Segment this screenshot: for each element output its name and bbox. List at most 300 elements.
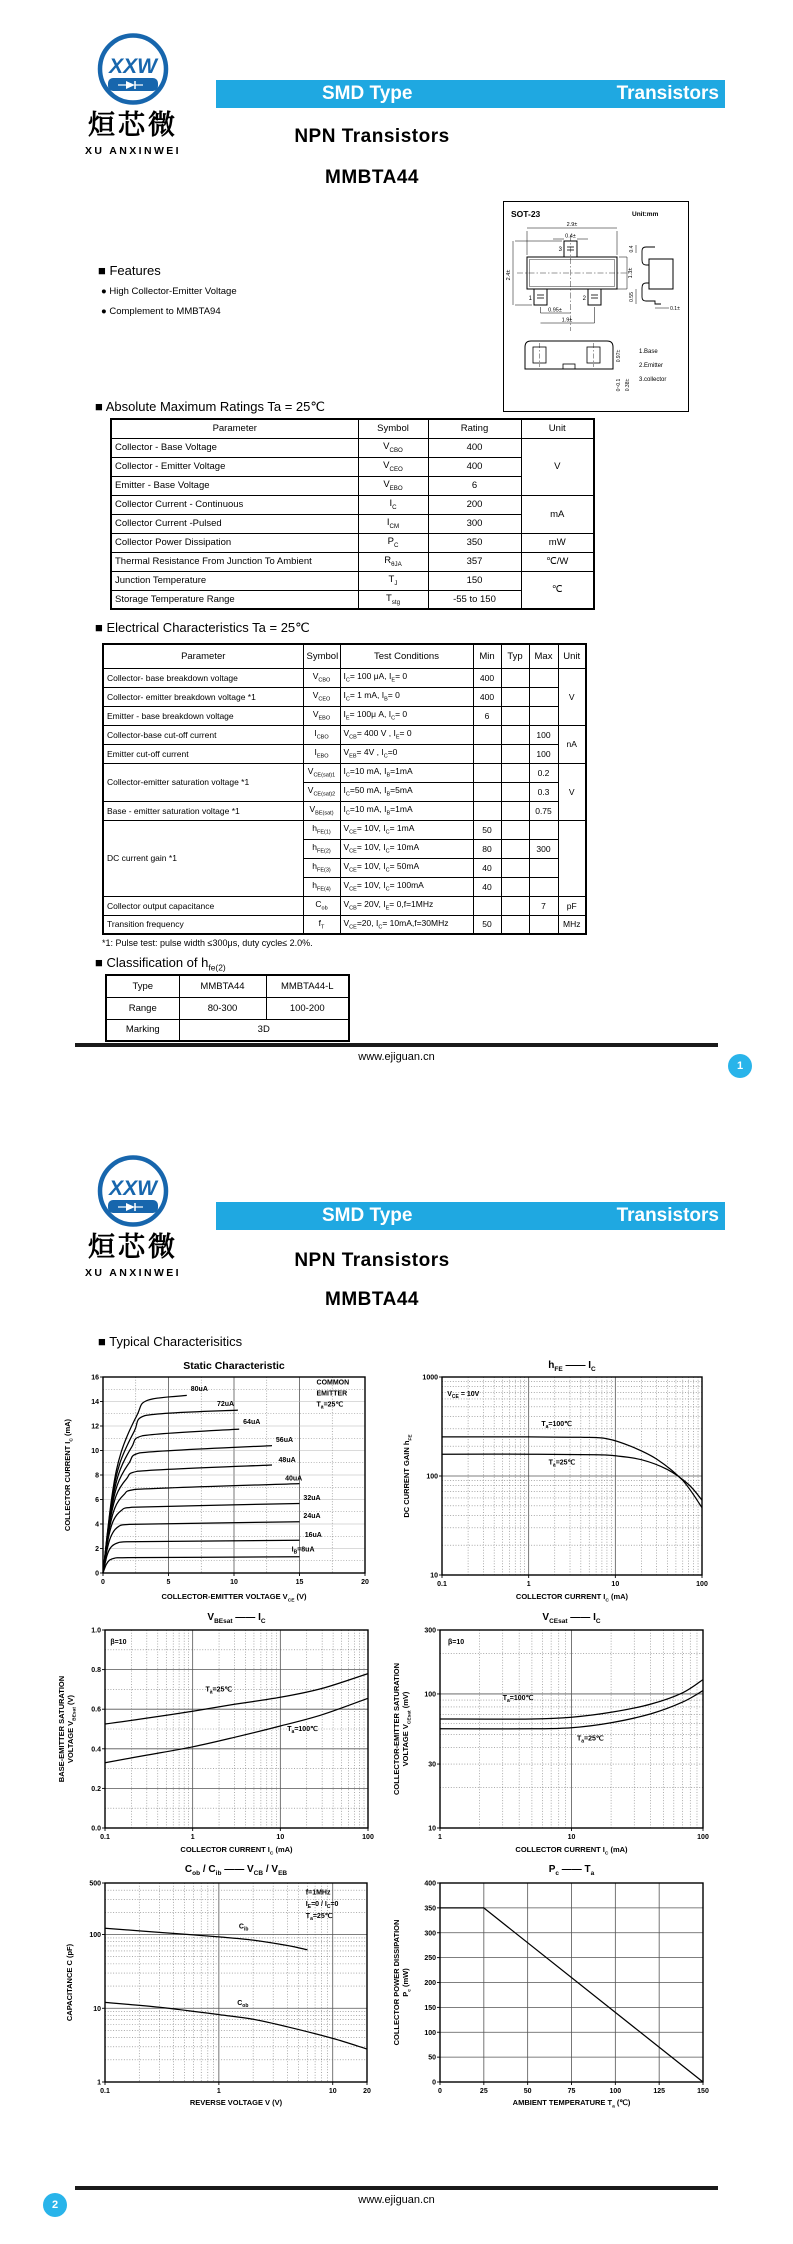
- logo-text: XXW: [109, 1177, 157, 1200]
- column-header: Typ: [501, 644, 529, 668]
- svg-text:Ta=100℃: $T_a=100℃$: [287, 1725, 318, 1735]
- svg-text:0: 0: [432, 2079, 436, 2087]
- svg-text:1: 1: [526, 1581, 531, 1588]
- chart-y-axis-label: COLLECTOR POWER DISSIPATION $P_c$ (mW): [392, 1919, 413, 2046]
- pin1-label: 1: [528, 296, 532, 302]
- pin2-label: 2: [582, 296, 586, 302]
- table-cell: Thermal Resistance From Junction To Ambient: [111, 552, 358, 571]
- table-cell: Emitter cut-off current: [103, 744, 303, 763]
- svg-text:4: 4: [95, 1521, 99, 1529]
- table-cell: $I_C=50$ mA, $I_B=5mA$: [340, 782, 473, 801]
- legend-collector: 3.collector: [639, 377, 667, 383]
- svg-text:100: 100: [89, 1932, 101, 1940]
- table-cell: $h_{FE(2)}$: [303, 839, 340, 858]
- table-cell: $V_{EBO}$: [303, 706, 340, 725]
- header-banner: [216, 80, 725, 108]
- svg-text:80uA: 80uA: [190, 1386, 208, 1394]
- ec-heading: ■ Electrical Characteristics Ta = 25℃: [95, 620, 310, 635]
- banner-right-label: Transistors: [616, 83, 719, 104]
- svg-text:64uA: 64uA: [243, 1419, 261, 1427]
- table-cell: 6: [428, 476, 521, 495]
- column-header: Parameter: [103, 644, 303, 668]
- svg-text:0.1: 0.1: [437, 1581, 447, 1588]
- package-drawing: [503, 201, 689, 412]
- svg-text:1: 1: [190, 1834, 195, 1841]
- svg-text:1: 1: [216, 2088, 221, 2095]
- svg-text:β=10: β=10: [110, 1638, 127, 1646]
- svg-text:200: 200: [424, 1980, 436, 1987]
- footer-url: www.ejiguan.cn: [358, 1051, 435, 1063]
- column-header: Min: [473, 644, 501, 668]
- table-cell: 100: [529, 744, 558, 763]
- table-cell: [529, 877, 558, 896]
- table-cell: [501, 782, 529, 801]
- svg-text:15: 15: [295, 1579, 304, 1586]
- svg-text:10: 10: [567, 1834, 576, 1841]
- vbesat-ic-plot: [79, 1624, 376, 1846]
- table-cell: $I_C$: [358, 495, 428, 514]
- table-cell: Type: [106, 975, 179, 997]
- svg-text:Ta=25℃: $T_a=25℃$: [316, 1401, 344, 1411]
- column-header: Symbol: [303, 644, 340, 668]
- svg-text:10: 10: [91, 1448, 99, 1455]
- svg-text:VCE = 10V: $V_{CE} = 10V$: [447, 1391, 480, 1401]
- footer-rule: [75, 1043, 718, 1047]
- footer-url: www.ejiguan.cn: [358, 2194, 435, 2206]
- table-cell: $I_{EBO}$: [303, 744, 340, 763]
- chart-title: $P_c$ —— $T_a$: [548, 1864, 595, 1877]
- svg-text:Ta=100℃: $T_a=100℃$: [502, 1695, 534, 1705]
- table-cell: [501, 687, 529, 706]
- dim-pin-width: 0.4±: [565, 233, 576, 240]
- doc-part-number: MMBTA44: [325, 167, 419, 188]
- table-cell: Collector - Base Voltage: [111, 438, 358, 457]
- chart-y-axis-label: COLLECTOR CURRENT $I_C$ (mA): [63, 1418, 75, 1532]
- table-cell: [501, 801, 529, 820]
- brand-logo: [96, 33, 170, 105]
- table-cell: ℃: [521, 571, 594, 609]
- svg-text:32uA: 32uA: [303, 1495, 321, 1503]
- table-cell: [558, 820, 586, 896]
- static-characteristic-plot: [77, 1371, 373, 1591]
- table-cell: $V_{CEO}$: [303, 687, 340, 706]
- table-cell: mW: [521, 533, 594, 552]
- svg-text:100: 100: [424, 1691, 436, 1699]
- table-cell: 40: [473, 858, 501, 877]
- dim-bottom-height: 0.97±: [616, 349, 622, 363]
- svg-text:0.0: 0.0: [91, 1825, 101, 1833]
- table-cell: Base - emitter saturation voltage *1: [103, 801, 303, 820]
- table-cell: [529, 858, 558, 877]
- page-number-badge: 1: [728, 1054, 752, 1078]
- table-cell: Storage Temperature Range: [111, 590, 358, 609]
- column-header: Test Conditions: [340, 644, 473, 668]
- table-cell: 50: [473, 915, 501, 934]
- table-cell: [501, 915, 529, 934]
- table-cell: 50: [473, 820, 501, 839]
- chart-title: $C_{ob} / C_{ib}$ —— $V_{CB} / V_{EB}$: [184, 1864, 288, 1877]
- table-cell: $V_{BE(sat)}$: [303, 801, 340, 820]
- table-cell: Marking: [106, 1019, 179, 1041]
- page-number-badge: 2: [43, 2193, 67, 2217]
- table-cell: $V_{CE(sat)1}$: [303, 763, 340, 782]
- table-cell: $C_{ob}$: [303, 896, 340, 915]
- svg-text:f=1MHz: f=1MHz: [305, 1889, 331, 1897]
- table-cell: $V_{EB}= 4V$ , $I_C=0$: [340, 744, 473, 763]
- table-cell: $P_C$: [358, 533, 428, 552]
- svg-text:Cib: $C_{ib}$: [238, 1923, 249, 1933]
- dim-body-width: 2.9±: [566, 222, 578, 228]
- logo-text: XXW: [109, 55, 157, 78]
- dim-pitch: 1.9±: [561, 317, 573, 324]
- table-cell: $I_{CM}$: [358, 514, 428, 533]
- banner-left-label: SMD Type: [322, 1205, 413, 1226]
- table-cell: [501, 668, 529, 687]
- svg-text:500: 500: [89, 1880, 101, 1888]
- svg-text:0: 0: [438, 2088, 442, 2095]
- svg-text:50: 50: [523, 2088, 532, 2095]
- feature-item: ● High Collector-Emitter Voltage: [101, 286, 237, 297]
- table-cell: Range: [106, 997, 179, 1019]
- column-header: Unit: [558, 644, 586, 668]
- power-derating-plot: [414, 1877, 711, 2100]
- dim-body-height: 2.4±: [506, 269, 512, 281]
- svg-text:8: 8: [95, 1472, 99, 1480]
- svg-text:100: 100: [609, 2088, 622, 2095]
- table-cell: $V_{CE(sat)2}$: [303, 782, 340, 801]
- svg-text:0.1: 0.1: [100, 2088, 110, 2095]
- table-cell: $V_{CB}= 20V$, $I_E= 0,f=1MHz$: [340, 896, 473, 915]
- table-cell: 400: [428, 438, 521, 457]
- svg-text:150: 150: [424, 2004, 436, 2012]
- dim-standoff: 0~0.1: [616, 378, 622, 392]
- table-cell: 0.2: [529, 763, 558, 782]
- svg-text:100: 100: [426, 1473, 438, 1481]
- svg-text:COMMON: COMMON: [316, 1379, 350, 1387]
- svg-text:10: 10: [611, 1581, 620, 1588]
- svg-text:48uA: 48uA: [278, 1457, 296, 1465]
- svg-text:1: 1: [438, 1834, 442, 1841]
- table-cell: $I_{CBO}$: [303, 725, 340, 744]
- column-header: Parameter: [111, 419, 358, 438]
- table-cell: [501, 725, 529, 744]
- table-cell: Collector-base cut-off current: [103, 725, 303, 744]
- table-cell: [501, 706, 529, 725]
- svg-text:Ta=25℃: $T_a=25℃$: [205, 1686, 233, 1696]
- legend-base: 1.Base: [639, 349, 658, 355]
- dim-pitch-half: 0.95±: [548, 307, 562, 314]
- table-cell: $V_{CE}= 10V$, $I_C= 1mA$: [340, 820, 473, 839]
- table-cell: Emitter - Base Voltage: [111, 476, 358, 495]
- svg-text:250: 250: [424, 1955, 436, 1963]
- svg-text:10: 10: [328, 2088, 337, 2095]
- feature-item: ● Complement to MMBTA94: [101, 306, 221, 317]
- table-cell: [473, 896, 501, 915]
- classification-heading: ■ Classification of $h_{fe(2)}$: [95, 955, 226, 973]
- table-cell: $V_{CE}= 10V$, $I_C= 100mA$: [340, 877, 473, 896]
- svg-text:10: 10: [276, 1834, 285, 1841]
- table-cell: 100: [529, 725, 558, 744]
- table-cell: $T_{stg}$: [358, 590, 428, 609]
- table-cell: 40: [473, 877, 501, 896]
- svg-text:20: 20: [361, 1579, 369, 1586]
- table-cell: V: [558, 668, 586, 725]
- dim-pad-width: 0.38±: [625, 378, 631, 392]
- svg-text:350: 350: [424, 1905, 436, 1913]
- table-cell: $V_{CEO}$: [358, 457, 428, 476]
- package-name: SOT-23: [511, 209, 541, 219]
- chart-y-axis-label: CAPACITANCE C (pF): [65, 1943, 74, 2022]
- table-cell: $R_{\theta JA}$: [358, 552, 428, 571]
- brand-logo: [96, 1155, 170, 1227]
- chart-title: $h_{FE}$ —— $I_C$: [548, 1360, 596, 1373]
- footer-rule: [75, 2186, 718, 2190]
- chart-x-axis-label: COLLECTOR CURRENT $I_C$ (mA): [180, 1845, 293, 1857]
- chart-y-axis-label: COLLECTOR-EMITTER SATURATION VOLTAGE $V_{CEsat}$ (mV): [392, 1662, 413, 1796]
- svg-text:10: 10: [428, 1825, 436, 1833]
- table-cell: 7: [529, 896, 558, 915]
- chart-y-axis-label: BASE-EMITTER SATURATION VOLTAGE $V_{BEsat}$ (V): [57, 1675, 78, 1783]
- table-cell: 0.3: [529, 782, 558, 801]
- chart-x-axis-label: REVERSE VOLTAGE V (V): [189, 2098, 283, 2107]
- svg-text:0.4: 0.4: [91, 1746, 101, 1754]
- table-cell: pF: [558, 896, 586, 915]
- svg-text:0.1: 0.1: [100, 1834, 110, 1841]
- table-cell: Collector output capacitance: [103, 896, 303, 915]
- svg-text:Cob: $C_{ob}$: [237, 2000, 249, 2010]
- table-cell: $V_{EBO}$: [358, 476, 428, 495]
- table-cell: [529, 668, 558, 687]
- table-cell: Collector Power Dissipation: [111, 533, 358, 552]
- table-cell: 80: [473, 839, 501, 858]
- table-cell: $f_T$: [303, 915, 340, 934]
- svg-text:Ta=25℃: $T_a=25℃$: [548, 1459, 576, 1469]
- table-cell: [529, 687, 558, 706]
- table-cell: Junction Temperature: [111, 571, 358, 590]
- chart-x-axis-label: AMBIENT TEMPERATURE $T_a$ (℃): [512, 2098, 631, 2110]
- svg-text:300: 300: [424, 1627, 436, 1635]
- table-cell: 400: [473, 687, 501, 706]
- table-cell: 150: [428, 571, 521, 590]
- table-cell: Collector Current - Continuous: [111, 495, 358, 514]
- chart-title: $V_{CEsat}$ —— $I_C$: [542, 1612, 601, 1625]
- doc-title: NPN Transistors: [294, 1250, 450, 1271]
- table-cell: [501, 744, 529, 763]
- svg-text:0.2: 0.2: [91, 1785, 101, 1793]
- table-cell: Collector- base breakdown voltage: [103, 668, 303, 687]
- header-banner: [216, 1202, 725, 1230]
- banner-left-label: SMD Type: [322, 83, 413, 104]
- table-cell: $h_{FE(1)}$: [303, 820, 340, 839]
- svg-text:0.8: 0.8: [91, 1667, 101, 1675]
- table-cell: 200: [428, 495, 521, 514]
- svg-text:14: 14: [91, 1399, 99, 1406]
- svg-text:100: 100: [424, 2029, 436, 2037]
- table-cell: [501, 820, 529, 839]
- brand-chinese-name: 烜芯微: [88, 110, 178, 140]
- table-cell: $V_{CE}= 10V$, $I_C= 10mA$: [340, 839, 473, 858]
- table-cell: DC current gain *1: [103, 820, 303, 896]
- svg-text:30: 30: [428, 1761, 436, 1769]
- chart-x-axis-label: COLLECTOR CURRENT $I_C$ (mA): [515, 1592, 629, 1604]
- table-cell: MMBTA44: [179, 975, 266, 997]
- package-unit: Unit:mm: [632, 211, 659, 218]
- table-cell: $h_{FE(3)}$: [303, 858, 340, 877]
- electrical-characteristics-table: [102, 643, 587, 935]
- table-cell: MMBTA44-L: [266, 975, 349, 997]
- svg-text:12: 12: [91, 1423, 99, 1431]
- table-cell: [473, 801, 501, 820]
- table-cell: $h_{FE(4)}$: [303, 877, 340, 896]
- absolute-maximum-ratings-table: [110, 418, 595, 610]
- vcesat-ic-plot: [414, 1624, 711, 1846]
- table-cell: mA: [521, 495, 594, 533]
- dim-lead-top: 0.4: [629, 245, 635, 253]
- table-cell: [529, 706, 558, 725]
- chart-title: Static Characteristic: [183, 1360, 285, 1372]
- svg-text:Ta=25℃: $T_a=25℃$: [305, 1912, 333, 1922]
- table-cell: 80-300: [179, 997, 266, 1019]
- dim-lead-thickness: 0.1±: [670, 306, 680, 312]
- table-cell: [501, 839, 529, 858]
- table-cell: $T_J$: [358, 571, 428, 590]
- table-cell: $V_{CBO}$: [358, 438, 428, 457]
- table-cell: 350: [428, 533, 521, 552]
- table-cell: 357: [428, 552, 521, 571]
- table-cell: [473, 763, 501, 782]
- table-cell: MHz: [558, 915, 586, 934]
- svg-text:1000: 1000: [422, 1374, 438, 1382]
- svg-text:400: 400: [424, 1880, 436, 1888]
- column-header: Max: [529, 644, 558, 668]
- table-cell: 300: [428, 514, 521, 533]
- dim-lead-height: 0.55: [629, 292, 635, 302]
- svg-text:24uA: 24uA: [303, 1512, 321, 1520]
- svg-text:β=10: β=10: [447, 1639, 465, 1647]
- table-cell: 400: [473, 668, 501, 687]
- table-cell: Collector-emitter saturation voltage *1: [103, 763, 303, 801]
- svg-text:75: 75: [567, 2088, 576, 2095]
- table-cell: $V_{CE}= 10V$, $I_C= 50mA$: [340, 858, 473, 877]
- table-cell: ℃/W: [521, 552, 594, 571]
- table-cell: [473, 744, 501, 763]
- svg-text:16: 16: [91, 1374, 99, 1382]
- table-cell: 400: [428, 457, 521, 476]
- svg-text:10: 10: [430, 1572, 438, 1580]
- table-cell: $I_C=10$ mA, $I_B=1mA$: [340, 801, 473, 820]
- table-cell: V: [521, 438, 594, 495]
- table-cell: [501, 877, 529, 896]
- table-cell: $I_E= 100\mu$ A, $I_C= 0$: [340, 706, 473, 725]
- svg-text:0: 0: [101, 1579, 105, 1586]
- svg-text:25: 25: [479, 2088, 488, 2095]
- table-cell: -55 to 150: [428, 590, 521, 609]
- hfe-ic-plot: [416, 1371, 710, 1593]
- svg-text:Ta=25℃: $T_a=25℃$: [576, 1735, 604, 1745]
- table-cell: 100-200: [266, 997, 349, 1019]
- svg-text:150: 150: [697, 2088, 709, 2095]
- svg-text:1.0: 1.0: [91, 1627, 101, 1635]
- table-cell: [529, 915, 558, 934]
- table-cell: 300: [529, 839, 558, 858]
- svg-text:56uA: 56uA: [275, 1436, 294, 1444]
- doc-title: NPN Transistors: [294, 126, 450, 147]
- chart-title: $V_{BEsat}$ —— $I_C$: [207, 1612, 266, 1625]
- features-heading: ■ Features: [98, 263, 161, 278]
- svg-text:0.6: 0.6: [91, 1706, 101, 1714]
- svg-text:72uA: 72uA: [216, 1400, 235, 1408]
- svg-text:125: 125: [653, 2088, 666, 2095]
- table-cell: [501, 763, 529, 782]
- svg-text:10: 10: [230, 1579, 238, 1586]
- brand-chinese-name: 烜芯微: [88, 1232, 178, 1262]
- table-cell: 0.75: [529, 801, 558, 820]
- table-cell: $V_{CB}= 400$ V , $I_E= 0$: [340, 725, 473, 744]
- svg-text:16uA: 16uA: [304, 1531, 322, 1539]
- table-cell: [501, 858, 529, 877]
- brand-english-name: XU ANXINWEI: [84, 1267, 181, 1279]
- typical-characteristics-heading: ■ Typical Characterisitics: [98, 1334, 243, 1349]
- svg-text:0: 0: [95, 1570, 99, 1578]
- table-cell: $V_{CE}=20$, $I_C= 10mA,f=30MHz$: [340, 915, 473, 934]
- table-cell: Emitter - base breakdown voltage: [103, 706, 303, 725]
- svg-text:50: 50: [428, 2054, 436, 2062]
- table-cell: Collector- emitter breakdown voltage *1: [103, 687, 303, 706]
- chart-y-axis-label: DC CURRENT GAIN $h_{FE}$: [402, 1434, 414, 1518]
- dim-body-inner-height: 1.3±: [628, 267, 634, 279]
- capacitance-voltage-plot: [79, 1877, 375, 2100]
- svg-text:20: 20: [363, 2088, 371, 2095]
- table-cell: [501, 896, 529, 915]
- table-cell: Collector - Emitter Voltage: [111, 457, 358, 476]
- column-header: Unit: [521, 419, 594, 438]
- svg-text:100: 100: [697, 1834, 709, 1841]
- brand-english-name: XU ANXINWEI: [84, 145, 181, 157]
- table-cell: 6: [473, 706, 501, 725]
- ec-footnote: *1: Pulse test: pulse width ≤300μs, duty cycle≤ 2.0%.: [102, 938, 313, 948]
- svg-text:100: 100: [696, 1581, 708, 1588]
- svg-text:40uA: 40uA: [285, 1475, 303, 1483]
- table-cell: Transition frequency: [103, 915, 303, 934]
- svg-text:EMITTER: EMITTER: [316, 1390, 348, 1398]
- table-cell: [473, 725, 501, 744]
- column-header: Symbol: [358, 419, 428, 438]
- table-cell: $I_C= 100$ μA, $I_E= 0$: [340, 668, 473, 687]
- svg-text:100: 100: [362, 1834, 374, 1841]
- amr-heading: ■ Absolute Maximum Ratings Ta = 25℃: [95, 399, 325, 414]
- classification-table: [105, 974, 350, 1042]
- svg-text:10: 10: [93, 2005, 101, 2013]
- svg-text:IB=8uA: $I_B=8uA$: [291, 1546, 315, 1556]
- table-cell: Collector Current -Pulsed: [111, 514, 358, 533]
- svg-text:5: 5: [166, 1579, 171, 1586]
- svg-text:IE=0 / IC=0: $I_E=0 / I_C=0$: [305, 1901, 339, 1911]
- table-cell: $I_C= 1$ mA, $I_B= 0$: [340, 687, 473, 706]
- banner-right-label: Transistors: [616, 1205, 719, 1226]
- pin3-label: 3: [558, 247, 562, 253]
- table-cell: $I_C=10$ mA, $I_B=1mA$: [340, 763, 473, 782]
- chart-x-axis-label: COLLECTOR CURRENT $I_C$ (mA): [515, 1845, 628, 1857]
- doc-part-number: MMBTA44: [325, 1289, 419, 1310]
- svg-text:6: 6: [95, 1497, 99, 1504]
- svg-text:300: 300: [424, 1930, 436, 1938]
- chart-x-axis-label: COLLECTOR-EMITTER VOLTAGE $V_{CE}$ (V): [161, 1592, 307, 1604]
- table-cell: nA: [558, 725, 586, 763]
- legend-emitter: 2.Emitter: [639, 363, 664, 369]
- column-header: Rating: [428, 419, 521, 438]
- table-cell: $V_{CBO}$: [303, 668, 340, 687]
- table-cell: V: [558, 763, 586, 820]
